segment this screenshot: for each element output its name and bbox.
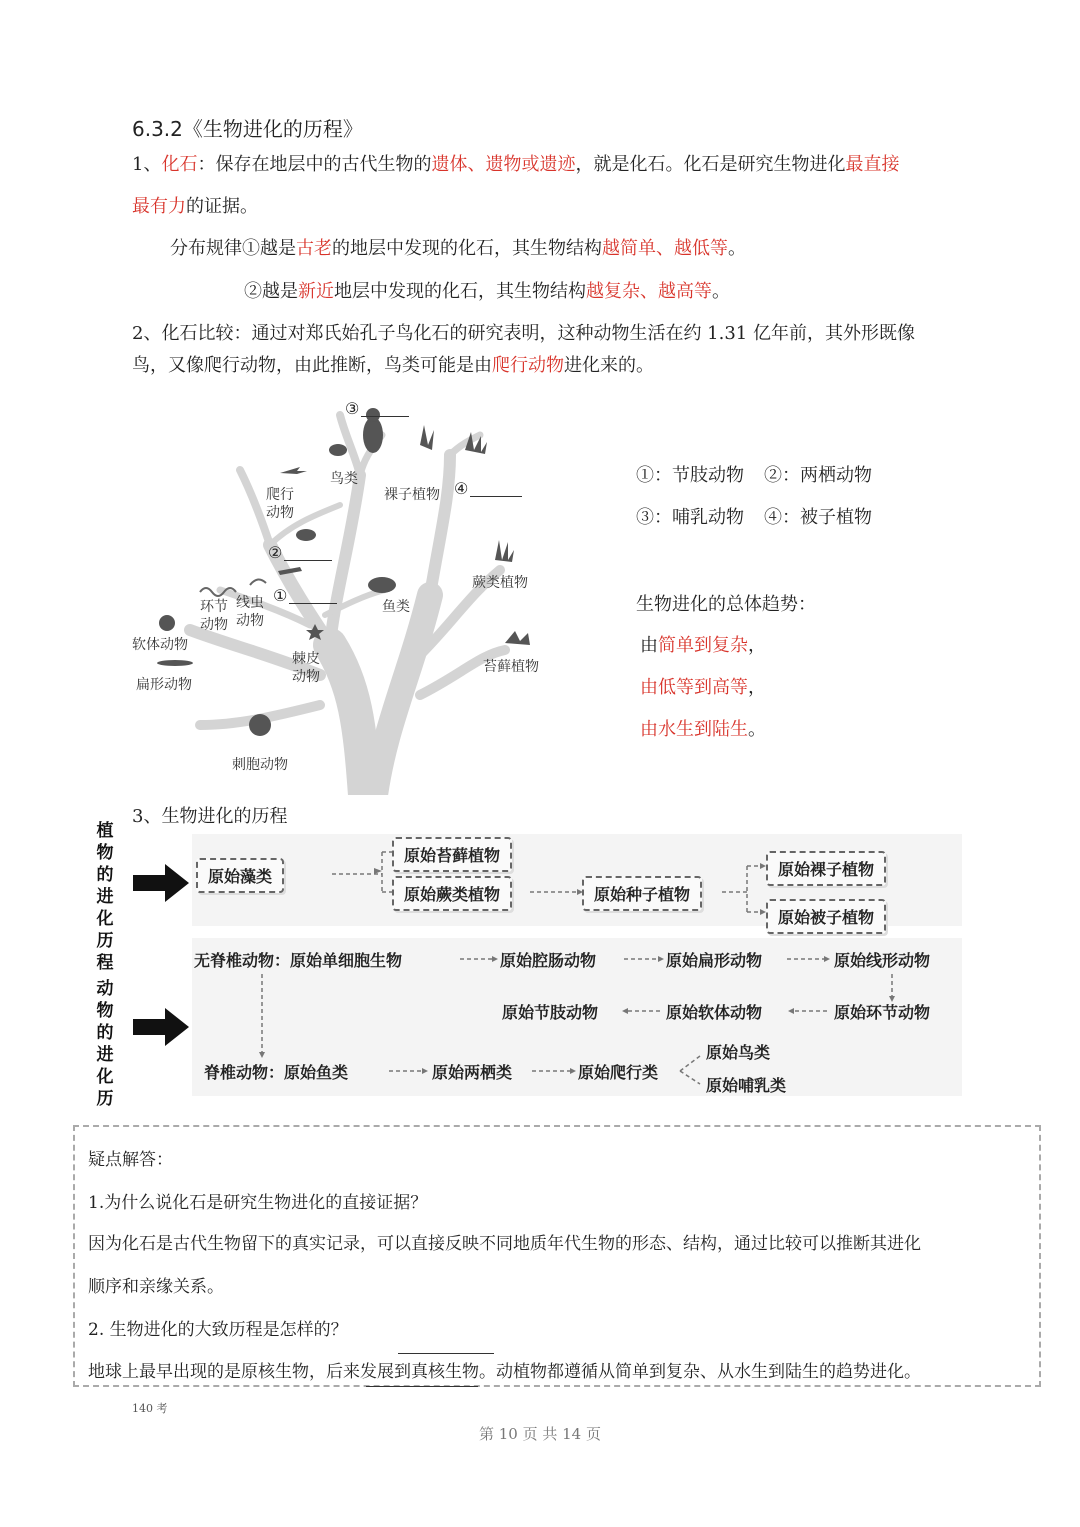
moss-icon: [505, 631, 530, 645]
highlight: 新近: [298, 281, 334, 302]
jellyfish-icon: [249, 714, 271, 736]
plant-vertical-label: 植 物 的 进 化 历 程: [96, 821, 114, 973]
label-fern: 蕨类植物: [472, 575, 528, 591]
highlight: 遗体、遗物或遗迹: [431, 154, 576, 175]
text: ，: [748, 635, 766, 656]
label-moss: 苔藓植物: [483, 659, 539, 675]
plant-arrow-icon: [133, 864, 189, 902]
highlight: 最直接: [845, 154, 900, 175]
flow-fern: 原始蕨类植物: [392, 876, 512, 911]
tree-trunk: [330, 645, 365, 795]
blank-line: [470, 482, 522, 497]
trend-3: [640, 719, 766, 741]
marker-number: ④: [454, 479, 469, 498]
text: ，就是化石。化石是研究生物进化: [575, 154, 846, 175]
qa-question-2: 2. 生物进化的大致历程是怎样的？: [88, 1320, 348, 1340]
fern-icon: [495, 540, 514, 562]
highlight: 由水生到陆生: [640, 719, 748, 740]
marker-number: ③: [345, 399, 360, 418]
flow-moss: 原始苔藓植物: [392, 837, 512, 872]
highlight: 由低等到高等: [640, 677, 748, 698]
flow-algae: 原始藻类: [196, 858, 284, 893]
answer-4: ④：被子植物: [764, 507, 872, 528]
flow-gymnosperm: 原始裸子植物: [766, 851, 886, 886]
section2-line1: 2、化石比较：通过对郑氏始孔子鸟化石的研究表明，这种动物生活在约 1.31 亿年前，其外形既像: [132, 323, 915, 344]
text: 由: [640, 635, 658, 656]
highlight: 爬行动物: [492, 355, 564, 376]
text: 的地层中发现的化石，其生物结构: [332, 238, 602, 259]
page-title: 6.3.2《生物进化的历程》: [132, 117, 363, 141]
fish-icon: [368, 577, 396, 593]
fossil-term: 化石: [161, 154, 198, 175]
label-mollusk: 软体动物: [132, 637, 188, 653]
flow-flatworm: 原始扁形动物: [666, 951, 763, 970]
flow-mollusk: 原始软体动物: [666, 1003, 763, 1022]
section1-number: 1、: [132, 154, 162, 175]
vertebrate-label: 脊椎动物：: [204, 1063, 285, 1082]
answer-row-1: [636, 465, 872, 487]
label-annelid: 环节 动物: [200, 599, 228, 633]
flatworm-icon: [157, 660, 193, 666]
tree-marker-1: [273, 585, 337, 607]
highlight: 古老: [296, 238, 332, 259]
qa-answer-1-line2: 顺序和亲缘关系。: [88, 1277, 224, 1297]
blank-line: [361, 402, 409, 417]
section3-heading: 3、生物进化的历程: [132, 806, 288, 827]
flow-annelid: 原始环节动物: [834, 1003, 931, 1022]
label-gymnosperm: 裸子植物: [384, 487, 440, 503]
flow-mammal: 原始哺乳类: [706, 1076, 787, 1095]
flow-reptile: 原始爬行类: [578, 1063, 659, 1082]
tree-marker-3: [345, 398, 409, 420]
flow-invertebrate-row: [194, 948, 402, 971]
trend-1: [640, 635, 766, 657]
flow-single-cell: 原始单细胞生物: [290, 951, 403, 970]
flow-angiosperm: 原始被子植物: [766, 899, 886, 934]
label-echinoderm: 棘皮 动物: [292, 651, 320, 685]
label-flatworm: 扁形动物: [136, 677, 192, 693]
evolution-tree-graphic: [120, 395, 600, 795]
text: 进化来的。: [564, 355, 654, 376]
text: 。: [728, 238, 746, 259]
text: 鸟，又像爬行动物，由此推断，鸟类可能是由: [132, 355, 492, 376]
animal-arrow-icon: [133, 1008, 189, 1046]
flow-bird: 原始鸟类: [706, 1043, 771, 1062]
flow-nematode: 原始线形动物: [834, 951, 931, 970]
tree-marker-2: [268, 542, 332, 564]
bird-icon: [329, 444, 347, 456]
trend-2: [640, 677, 766, 699]
flow-amphibian: 原始两栖类: [432, 1063, 513, 1082]
label-cnidarian: 刺胞动物: [232, 757, 288, 773]
answer-1: ①：节肢动物: [636, 465, 744, 486]
label-bird: 鸟类: [330, 471, 358, 487]
tree-branch: [330, 475, 360, 645]
highlight: 越简单、越低等: [602, 238, 728, 259]
text: 。: [748, 719, 766, 740]
qa-title: 疑点解答：: [88, 1150, 173, 1170]
label-reptile: 爬行 动物: [266, 487, 294, 521]
flow-arthropod: 原始节肢动物: [502, 1003, 599, 1022]
answer-row-2: [636, 507, 872, 529]
section1-line2: [132, 196, 258, 218]
frog-icon: [296, 529, 316, 541]
animal-vertical-label: 动 物 的 进 化 历: [96, 979, 114, 1109]
section2-line2: [132, 355, 654, 377]
decoration-line: [366, 1386, 478, 1387]
answer-3: ③：哺乳动物: [636, 507, 744, 528]
snail-icon: [159, 615, 175, 631]
tree-branch: [340, 415, 360, 475]
gymnosperm-icon: [420, 425, 434, 450]
page-number: 第 10 页 共 14 页: [478, 1425, 601, 1443]
highlight: 最有力: [132, 196, 186, 217]
tree-marker-4: [454, 478, 522, 500]
trend-title: 生物进化的总体趋势：: [636, 594, 816, 615]
flow-coelenterate: 原始腔肠动物: [500, 951, 597, 970]
label-fish: 鱼类: [382, 599, 410, 615]
blank-line: [284, 546, 332, 561]
answer-2: ②：两栖动物: [764, 465, 872, 486]
monkey-icon: [363, 417, 383, 453]
text: ，: [748, 677, 766, 698]
footer-small-note: 140 考: [132, 1402, 168, 1415]
flow-seed: 原始种子植物: [582, 876, 702, 911]
highlight: 越复杂、越高等: [586, 281, 712, 302]
text: 。: [712, 281, 730, 302]
invertebrate-label: 无脊椎动物：: [194, 951, 291, 970]
qa-answer-2: 地球上最早出现的是原核生物，后来发展到真核生物。动植物都遵循从简单到复杂、从水生到陆生的趋势进化。: [88, 1362, 921, 1382]
section1-line1: [132, 154, 899, 176]
qa-question-1: 1.为什么说化石是研究生物进化的直接证据？: [88, 1193, 428, 1213]
reptile-icon: [280, 467, 307, 474]
text: ②越是: [244, 281, 298, 302]
decoration-line: [398, 1353, 494, 1354]
text: ：保存在地层中的古代生物的: [197, 154, 432, 175]
text: 地层中发现的化石，其生物结构: [334, 281, 586, 302]
marker-number: ①: [273, 586, 288, 605]
distribution-rule-1: [170, 238, 746, 260]
label-nematode: 线虫 动物: [236, 595, 264, 629]
qa-answer-1-line1: 因为化石是古代生物留下的真实记录，可以直接反映不同地质年代生物的形态、结构，通过比较可以推断其进化: [88, 1234, 921, 1254]
tree-branch: [430, 455, 450, 595]
blank-line: [289, 589, 337, 604]
flow-fish: 原始鱼类: [284, 1063, 349, 1082]
highlight: 简单到复杂: [658, 635, 748, 656]
text: 的证据。: [186, 196, 258, 217]
qa-box: [73, 1125, 1041, 1387]
text: 分布规律①越是: [170, 238, 296, 259]
nematode-icon: [250, 579, 266, 585]
distribution-rule-2: [244, 281, 730, 303]
marker-number: ②: [268, 543, 283, 562]
flow-vertebrate-row: [204, 1060, 348, 1083]
